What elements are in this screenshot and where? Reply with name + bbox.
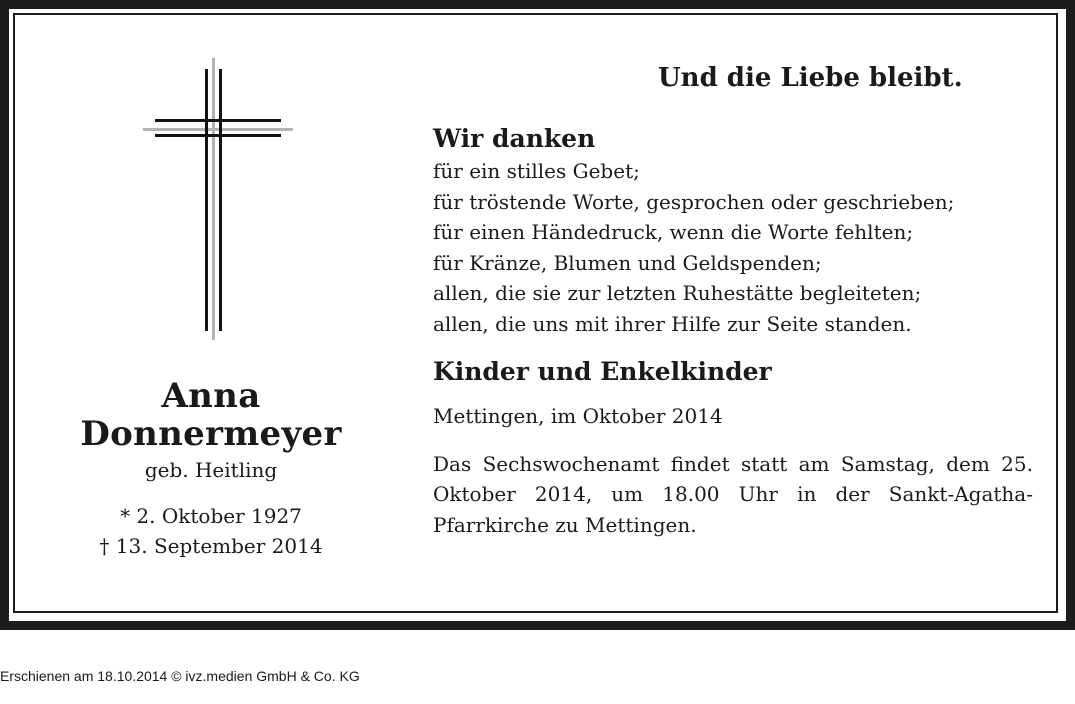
thanks-heading: Wir danken (433, 124, 596, 153)
thanks-line: für tröstende Worte, gesprochen oder geschrieben; (433, 189, 955, 214)
thanks-line: für einen Händedruck, wenn die Worte fehlten; (433, 220, 914, 244)
deceased-first-name: Anna (161, 376, 261, 416)
motto-heading: Und die Liebe bleibt. (658, 63, 963, 93)
thanks-line: für ein stilles Gebet; (433, 159, 640, 183)
thanks-line: für Kränze, Blumen und Geldspenden; (433, 250, 822, 275)
cross-icon (143, 55, 293, 340)
family-signature: Kinder und Enkelkinder (433, 357, 772, 386)
deceased-block (61, 377, 361, 561)
place-date: Mettingen, im Oktober 2014 (433, 404, 723, 428)
publication-footer: Erschienen am 18.10.2014 © ivz.medien GmbH & Co. KG (0, 668, 360, 684)
birth-date: * 2. Oktober 1927 (120, 504, 302, 528)
death-date: † 13. September 2014 (99, 534, 323, 558)
deceased-maiden-name: geb. Heitling (144, 458, 278, 482)
notice-frame (13, 13, 1058, 613)
deceased-last-name: Donnermeyer (80, 414, 342, 454)
thanks-line: allen, die uns mit ihrer Hilfe zur Seite standen. (433, 311, 912, 336)
thanks-block (433, 122, 1033, 540)
notice-inner-panel (9, 9, 1066, 621)
service-announcement: Das Sechswochenamt findet statt am Samstag, dem 25. Oktober 2014, um 18.00 Uhr in der Sankt-Agatha-Pfarrkirche zu Mettingen. (433, 451, 1033, 537)
life-dates (61, 501, 361, 561)
thanks-line: allen, die sie zur letzten Ruhestätte begleiteten; (433, 281, 922, 305)
